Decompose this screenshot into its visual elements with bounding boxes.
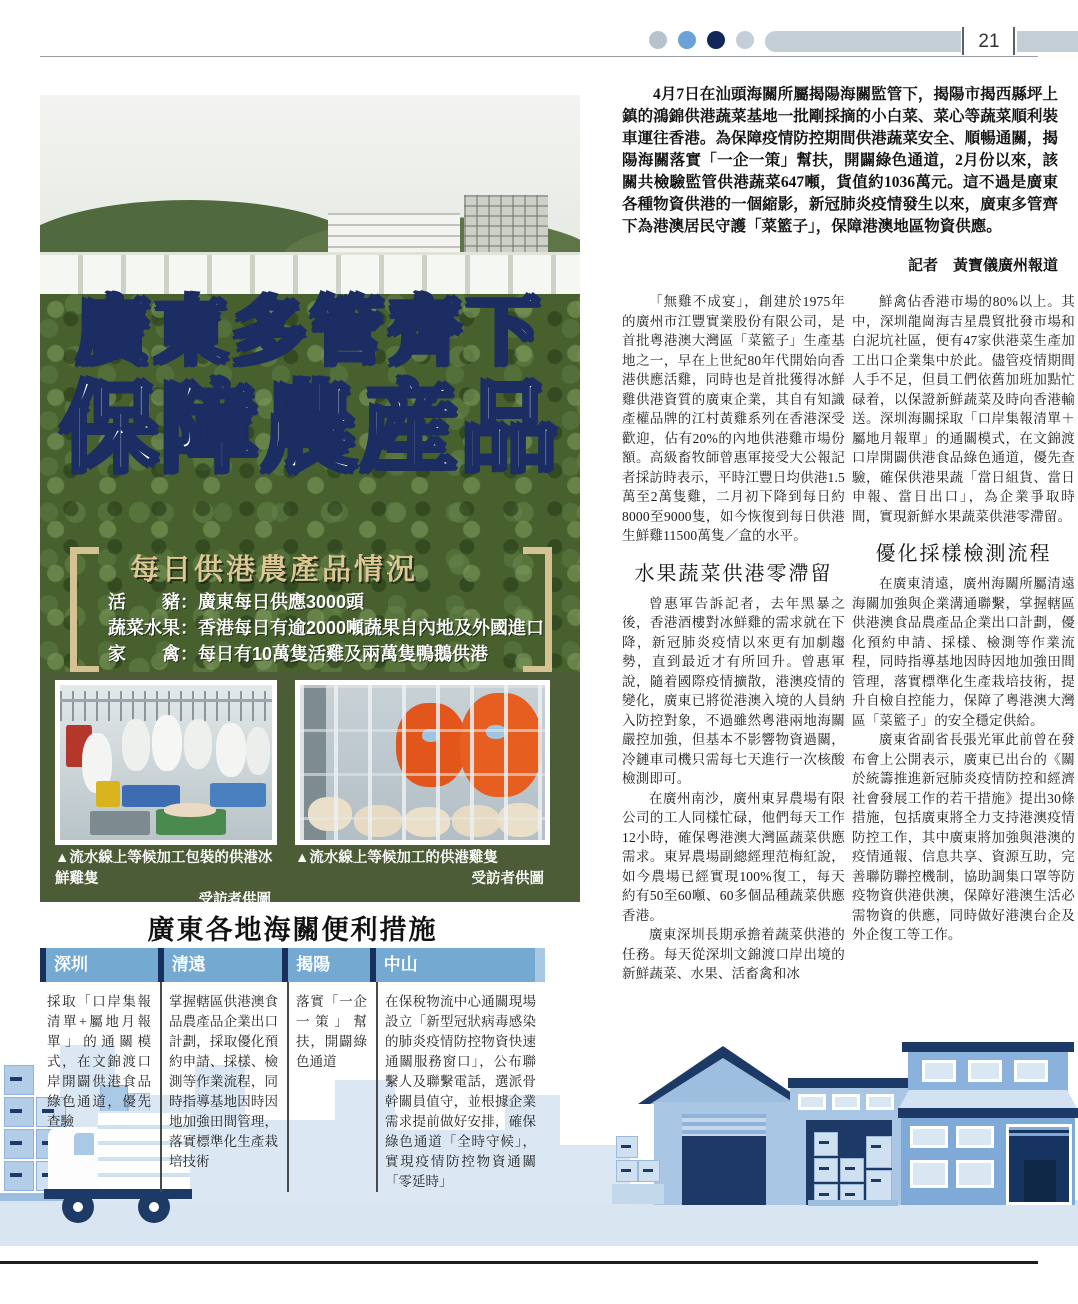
chicken-pile <box>164 803 216 817</box>
rack-bar <box>60 699 272 702</box>
worker <box>122 719 150 771</box>
table-cell-jieyang: 落實「一企一策」幫扶，開闢綠色通道 <box>287 982 376 1192</box>
column-header-shenzhen: 深圳 <box>40 948 158 982</box>
subhead-sampling: 優化採樣檢測流程 <box>875 543 1052 565</box>
paragraph: 曾惠軍告訴記者，去年黑暴之後，香港酒樓對冰鮮雞的需求就在下降，新冠肺炎疫情以來更有加劇趨勢，直到最近才有所回升。曾惠軍說，隨着國際疫情擴散，港澳疫情的變化，廣東已將從港澳入境的人員納入防控對象，不過雖然粵港兩地海關嚴控加強，但基本不影響物資過關，冷鏈車司機只需每七天進行一次核酸檢測即可。 <box>622 595 845 786</box>
bottom-rule <box>0 1261 1038 1264</box>
table <box>90 811 150 835</box>
caption-credit: 受訪者供圖 <box>471 871 544 887</box>
caption-right <box>295 848 550 890</box>
customs-table-body <box>40 982 545 1192</box>
building <box>464 195 548 259</box>
truck-wheel <box>62 1191 94 1223</box>
customs-table-header <box>40 948 545 982</box>
annex-roof <box>788 1078 910 1088</box>
pager-dot-1 <box>649 31 667 49</box>
yellow-crate <box>96 781 120 807</box>
header-divider-right <box>1013 27 1015 55</box>
roof-band <box>898 1108 1078 1118</box>
customs-table <box>40 948 545 1192</box>
caption-text: ▲流水線上等候加工包裝的供港冰鮮雞隻 <box>55 850 273 887</box>
worker <box>152 715 182 771</box>
header-bar-left <box>765 31 961 52</box>
caption-credit: 受訪者供圖 <box>198 892 271 908</box>
paragraph: 在廣東清遠，廣州海關所屬清遠海關加強與企業溝通聯繫，掌握轄區供港澳食品農產品企業出口計劃，優化預約申請、採樣、檢測等作業流程，同時指導基地因時因地加強田間管理，落實標準化生產栽培技術，提升自檢自控能力，保障了粵港澳大灣區「菜籃子」的安全穩定供給。 <box>852 576 1075 728</box>
caption-text: ▲流水線上等候加工的供港雞隻 <box>295 850 498 866</box>
article-column-1 <box>622 292 845 984</box>
paragraph: 廣東深圳長期承擔着蔬菜供港的任務。每天從深圳文錦渡口岸出境的新鮮蔬菜、水果、活畜禽和冰 <box>622 927 845 981</box>
table-cell-qingyuan: 掌握轄區供港澳食品農產品企業出口計劃，採取優化預約申請、採樣、檢測等作業流程，同時指導基地因時因地加強田間管理，落實標準化生產栽培技術 <box>160 982 287 1192</box>
pager-dot-3 <box>707 31 725 49</box>
header-bar-right <box>1017 31 1078 52</box>
column-header-jieyang: 揭陽 <box>282 948 369 982</box>
warehouse-door <box>682 1136 766 1205</box>
infobox-rows <box>108 589 545 667</box>
paragraph: 「無雞不成宴」，創建於1975年的廣州市江豐實業股份有限公司，是首批粵港澳大灣區「菜籃子」生產基地之一，早在上世紀80年代開始向香港供應活雞，同時也是首批獲得冰鮮雞供港資質的廣東企業，其自有知識產權品牌的江村黃雞系列在香港深受歡迎，佔有20%的內地供港雞市場份額。高級畜牧師曾惠軍接受大公報記者採訪時表示，平時江豐日均供港1.5萬至2萬隻雞，二月初下降到每日約8000至9000隻，如今恢復到每日供港生鮮雞11500萬隻／盒的水平。 <box>622 294 845 543</box>
pager-dot-4 <box>736 31 754 49</box>
column-header-zhongshan: 中山 <box>370 948 536 982</box>
shutter-door-top <box>682 1114 766 1136</box>
photo-strip <box>40 672 580 908</box>
caption-left <box>55 848 277 911</box>
headline-line1: 廣東多管齊下 <box>76 290 544 373</box>
field-photo <box>40 95 580 672</box>
table-cell-zhongshan: 在保稅物流中心通關現場設立「新型冠狀病毒感染的肺炎疫情防控物資快速通關服務窗口」，公布聯繫人及聯繫電話，選派骨幹關員值守，並根據企業需求提前做好安排，確保綠色通道「全時守候」，實現疫情防控物資通關「零延時」 <box>376 982 545 1192</box>
garage-interior-box <box>1024 1160 1056 1202</box>
infobox-row: 活 豬：廣東每日供應3000頭 <box>108 592 365 612</box>
column-header-qingyuan: 清遠 <box>158 948 283 982</box>
header-end-cap <box>535 948 545 982</box>
headline-overlay <box>40 290 580 483</box>
page-number: 21 <box>978 31 1000 52</box>
warehouse-illustration <box>610 1040 1078 1206</box>
pager-dot-2 <box>678 31 696 49</box>
article-column-2 <box>852 292 1075 945</box>
garage-shutter <box>1009 1127 1069 1139</box>
blue-crate <box>210 783 266 807</box>
paragraph: 廣東省副省長張光軍此前曾在發布會上公開表示，廣東已出台的《關於統籌推進新冠肺炎疫情防控和經濟社會發展工作的若干措施》提出30條措施，包括廣東將全力支持港澳疫情防控工作，其中廣東將加強與港澳的疫情通報、信息共享、資源互助，完善聯防聯控機制，協助調集口罩等防疫物資供港供澳，保障好港澳生活必需物資的供應，同時做好港澳台企及外企復工等工作。 <box>852 732 1075 942</box>
chicken-photo-right <box>295 680 550 845</box>
paragraph: 在廣州南沙，廣州東昇農場有限公司的工人同樣忙碌，他們每天工作12小時，確保粵港澳大灣區蔬菜供應需求。東昇農場副總經理范梅紅說，如今農場已經實現100%復工，每天約有50至60噸、60多個品種蔬菜供應香港。 <box>622 790 845 923</box>
subhead-fruit-veg: 水果蔬菜供港零滯留 <box>634 562 833 585</box>
byline: 記者 黃寶儀廣州報道 <box>907 258 1058 274</box>
customs-table-title: 廣東各地海關便利措施 <box>147 915 438 945</box>
headline-line2: 保障農産品 <box>59 372 560 483</box>
worker <box>184 719 212 769</box>
lead-paragraph: 4月7日在汕頭海關所屬揭陽海關監管下，揭陽市揭西縣坪上鎮的鴻錦供港蔬菜基地一批剛採摘的小白菜、菜心等蔬菜順利裝車運往香港。為保障疫情防控期間供港蔬菜安全、順暢通關，揭陽海關落實「一企一策」幫扶，開闢綠色通道，2月份以來，該關共檢驗監管供港蔬菜647噸，貨值約1036萬元。這不過是廣東各種物資供港的一個縮影，新冠肺炎疫情發生以來，廣東多管齊下為港澳居民守護「菜籃子」，保障港澳地區物資供應。 <box>622 86 1058 235</box>
infobox-title: 每日供港農產品情況 <box>130 554 419 586</box>
chicken-photo-left <box>55 680 277 845</box>
awning <box>898 1090 1078 1110</box>
truck-wheel <box>138 1191 170 1223</box>
worker <box>216 723 246 777</box>
header-rule <box>40 56 1038 57</box>
infobox-row: 家 禽：每日有10萬隻活雞及兩萬隻鴨鵝供港 <box>108 644 489 664</box>
worker <box>246 727 270 775</box>
header-divider-left <box>962 27 964 55</box>
metal-rack-bars <box>300 685 545 840</box>
daily-supply-infobox <box>70 545 552 667</box>
paragraph: 鮮禽佔香港市場的80%以上。其中，深圳龍崗海吉星農貿批發市場和白泥坑社區，便有47家供港菜生產加工出口企業集中於此。儘管疫情期間人手不足，但員工們依舊加班加點忙碌着，以保證新鮮蔬菜及時向香港輸送。深圳海關採取「口岸集報清單＋屬地月報單」的通關模式，在文錦渡口岸開闢供港食品綠色通道，優先查驗，確保供港果蔬「當日組貨、當日申報、當日出口」，為企業爭取時間，實現新鮮水果蔬菜供港零滯留。 <box>852 294 1075 524</box>
table-cell-shenzhen: 採取「口岸集報清單+屬地月報單」的通關模式，在文錦渡口岸開闢供港食品綠色通道，優先查驗 <box>47 994 151 1129</box>
left-bracket <box>70 547 99 672</box>
infobox-row: 蔬菜水果：香港每日有逾2000噸蔬果自內地及外國進口 <box>108 618 545 638</box>
upper-roof <box>902 1042 1074 1052</box>
